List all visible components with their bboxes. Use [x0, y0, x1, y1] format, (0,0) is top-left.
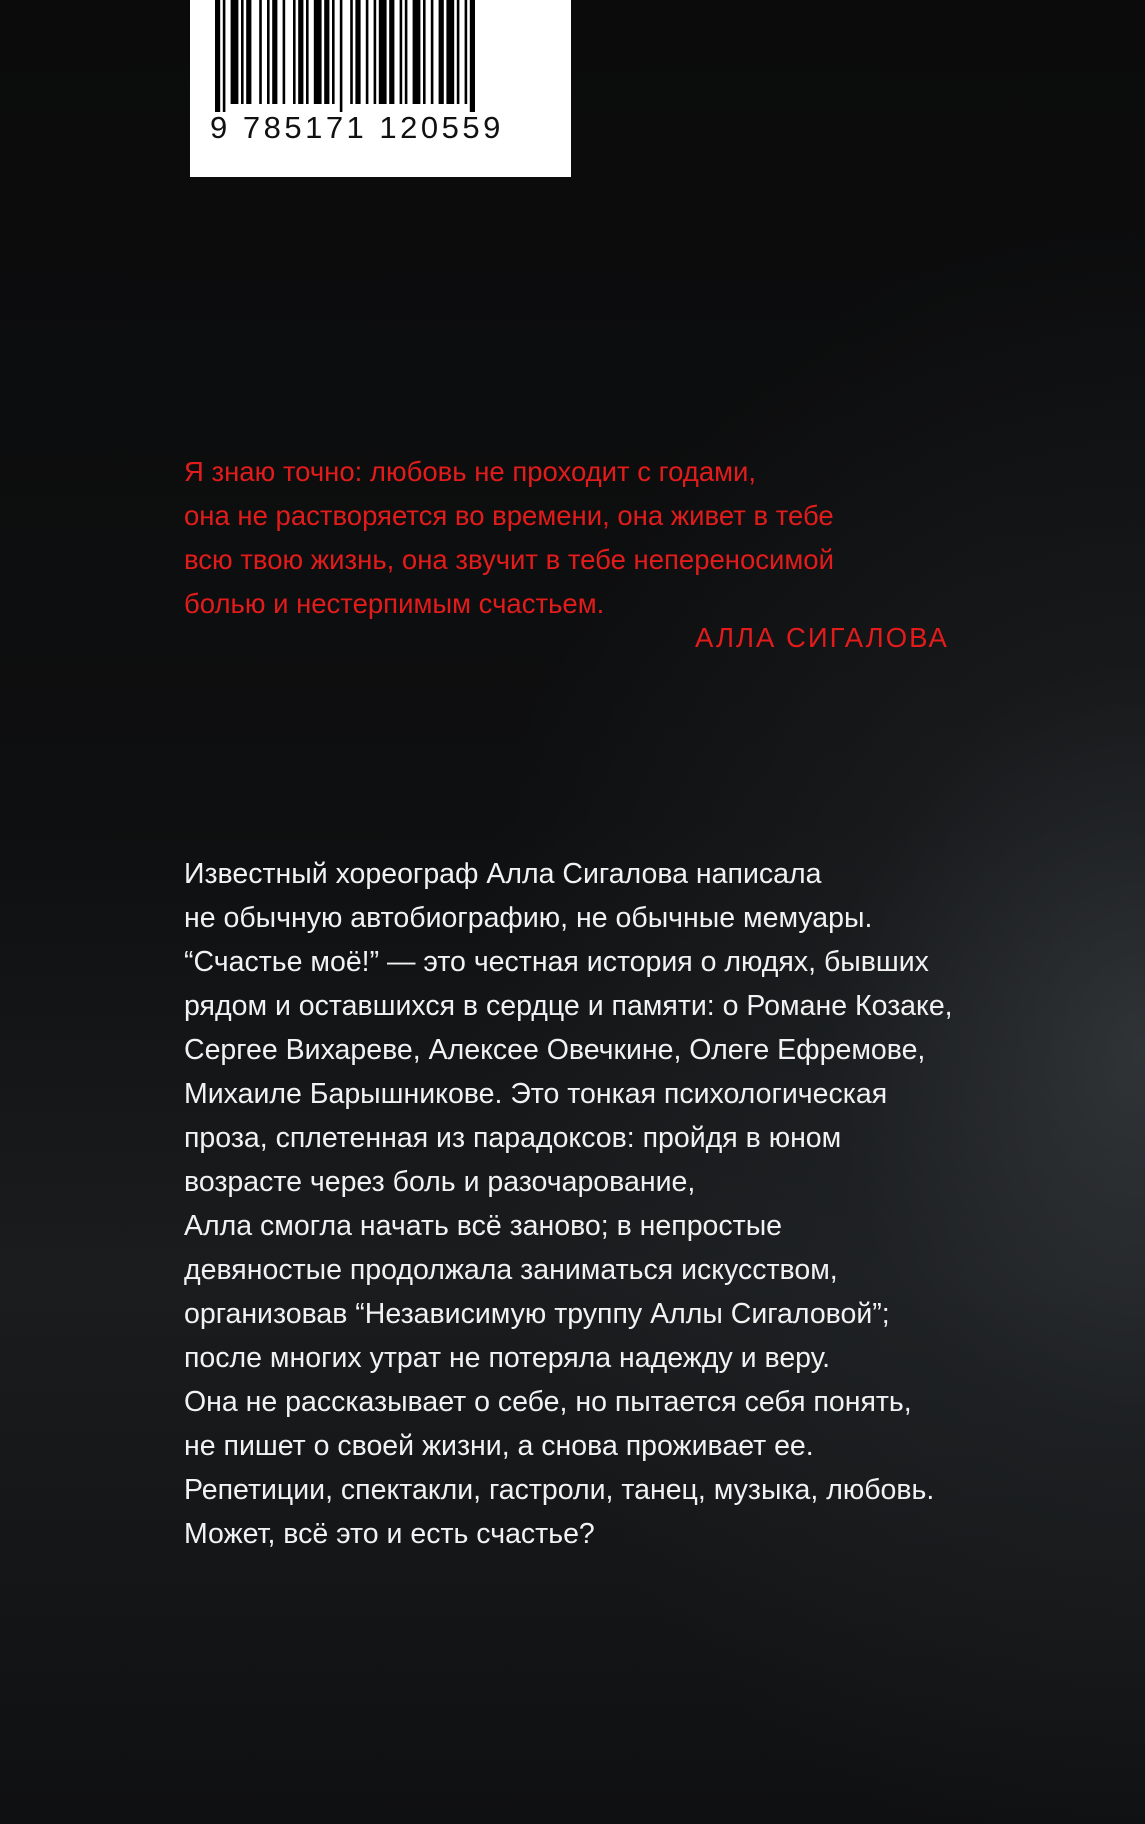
- barcode-bar: [223, 0, 226, 112]
- description-line: возрасте через боль и разочарование,: [184, 1166, 696, 1198]
- epigraph-quote: [184, 450, 1044, 626]
- description-line: Она не рассказывает о себе, но пытается себя понять,: [184, 1386, 912, 1418]
- barcode-bar: [374, 0, 377, 104]
- isbn-barcode: [190, 0, 571, 177]
- description-line: Михаиле Барышникове. Это тонкая психологическая: [184, 1078, 888, 1110]
- description-line: рядом и оставшихся в сердце и памяти: о Романе Козаке,: [184, 990, 953, 1022]
- barcode-bar: [272, 0, 277, 104]
- barcode-bar: [366, 0, 369, 104]
- barcode-bar: [283, 0, 286, 104]
- barcode-bar: [379, 0, 387, 104]
- isbn-digits: 9 785171 120559: [210, 110, 504, 145]
- barcode-bar: [470, 0, 475, 112]
- barcode-bar: [413, 0, 421, 104]
- description-line: проза, сплетенная из парадоксов: пройдя в юном: [184, 1122, 842, 1154]
- barcode-bar: [439, 0, 444, 104]
- barcode-bar: [293, 0, 296, 104]
- barcode-bar: [332, 0, 335, 104]
- description-line: не обычную автобиографию, не обычные мемуары.: [184, 902, 873, 934]
- description-line: Репетиции, спектакли, гастроли, танец, музыка, любовь.: [184, 1474, 935, 1506]
- barcode-bar: [314, 0, 322, 104]
- barcode-bar: [231, 0, 239, 104]
- barcode-bar: [389, 0, 394, 104]
- description-line: Может, всё это и есть счастье?: [184, 1518, 595, 1550]
- barcode-bar: [215, 0, 220, 112]
- description-line: девяностые продолжала заниматься искусством,: [184, 1254, 838, 1286]
- barcode-bar: [400, 0, 403, 104]
- barcode-bars: [215, 0, 545, 112]
- barcode-bar: [423, 0, 426, 104]
- barcode-bar: [446, 0, 454, 104]
- barcode-bar: [340, 0, 343, 112]
- description-line: после многих утрат не потеряла надежду и веру.: [184, 1342, 831, 1374]
- barcode-bar: [405, 0, 408, 104]
- barcode-bar: [465, 0, 468, 104]
- quote-line: Я знаю точно: любовь не проходит с годами,: [184, 456, 757, 487]
- quote-line: болью и нестерпимым счастьем.: [184, 588, 605, 619]
- barcode-bar: [350, 0, 353, 104]
- barcode-bar: [259, 0, 262, 104]
- barcode-bar: [246, 0, 251, 104]
- barcode-bar: [298, 0, 303, 104]
- description-line: “Счастье моё!” — это честная история о людях, бывших: [184, 946, 929, 978]
- quote-line: всю твою жизнь, она звучит в тебе непереносимой: [184, 544, 834, 575]
- barcode-bar: [306, 0, 309, 104]
- barcode-bar: [431, 0, 434, 104]
- quote-author: АЛЛА СИГАЛОВА: [695, 622, 949, 653]
- barcode-bar: [241, 0, 244, 104]
- description-line: организовав “Независимую труппу Аллы Сигаловой”;: [184, 1298, 890, 1330]
- description-line: не пишет о своей жизни, а снова проживает ее.: [184, 1430, 814, 1462]
- book-description: [184, 852, 1084, 1556]
- description-line: Алла смогла начать всё заново; в непростые: [184, 1210, 783, 1242]
- barcode-bar: [355, 0, 360, 104]
- barcode-bar: [267, 0, 270, 104]
- barcode-bar: [324, 0, 329, 104]
- quote-line: она не растворяется во времени, она живет в тебе: [184, 500, 834, 531]
- description-line: Сергее Вихареве, Алексее Овечкине, Олеге Ефремове,: [184, 1034, 926, 1066]
- barcode-bar: [457, 0, 460, 104]
- description-line: Известный хореограф Алла Сигалова написала: [184, 858, 822, 890]
